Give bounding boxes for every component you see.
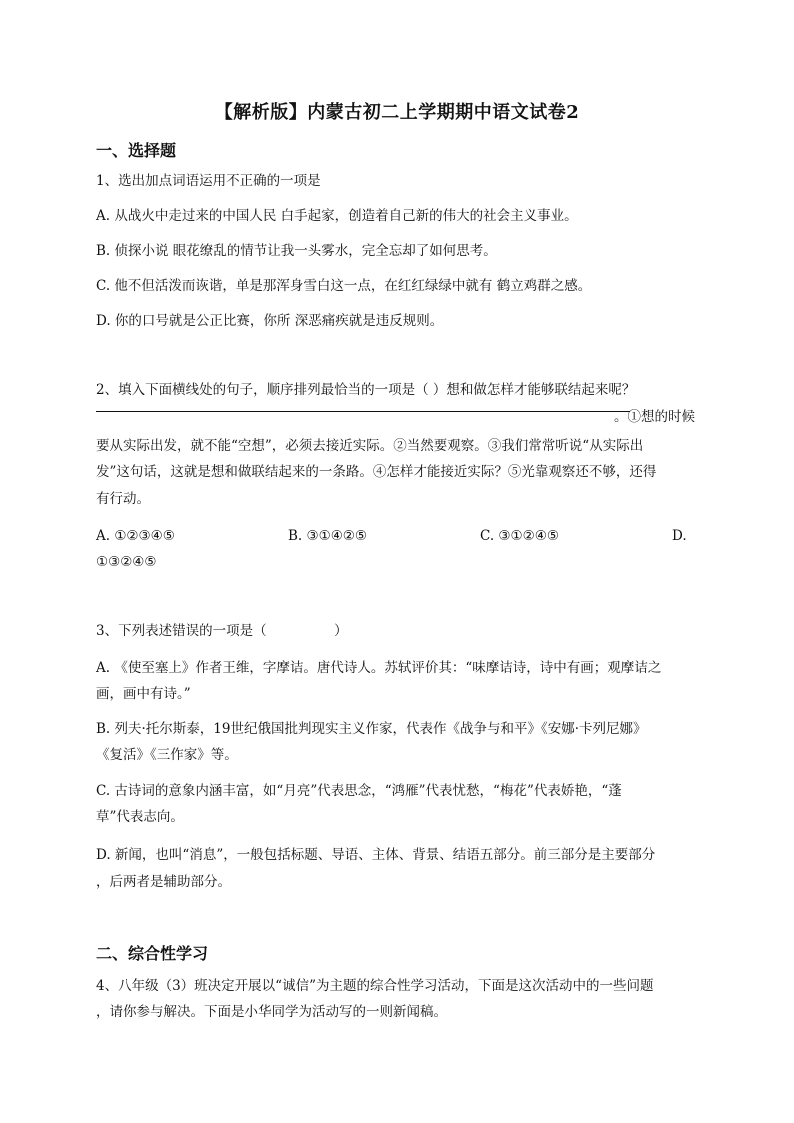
q3-option-b-line2: 《复活》《三作家》等。 xyxy=(96,747,238,763)
q3-option-b-line1: B. 列夫·托尔斯泰，19世纪俄国批判现实主义作家，代表作《战争与和平》《安娜·卡列尼娜》 xyxy=(96,721,647,737)
page-title: 【解析版】内蒙古初二上学期期中语文试卷2 xyxy=(214,102,580,123)
q4-stem-line2: ，请你参与解决。下面是小华同学为活动写的一则新闻稿。 xyxy=(96,1004,447,1020)
q2-passage-line2: 要从实际出发，就不能“空想”，必须去接近实际。②当然要观察。③我们常常听说“从实际出 xyxy=(96,438,644,454)
q2-stem: 2、填入下面横线处的句子，顺序排列最恰当的一项是（ ）想和做怎样才能够联结起来呢？ xyxy=(96,382,636,398)
section-heading-integrated: 二、综合性学习 xyxy=(96,944,209,963)
q2-option-b: B. ③①④②⑤ xyxy=(288,528,368,544)
q4-stem-line1: 4、八年级（3）班决定开展以“诚信”为主题的综合性学习活动，下面是这次活动中的一些问题 xyxy=(96,978,654,994)
q3-option-d-line2: ，后两者是辅助部分。 xyxy=(96,874,231,890)
q2-option-c: C. ③①②④⑤ xyxy=(480,528,559,544)
q1-option-c: C. 他不但活泼而诙谐，单是那浑身雪白这一点，在红红绿绿中就有 鹤立鸡群之感。 xyxy=(96,278,592,294)
q1-option-a: A. 从战火中走过来的中国人民 白手起家，创造着自己新的伟大的社会主义事业。 xyxy=(96,208,578,224)
q2-passage-line1-tail: 。①想的时候 xyxy=(614,409,695,425)
q3-option-a-line2: 画，画中有诗。” xyxy=(96,686,191,702)
q2-option-a: A. ①②③④⑤ xyxy=(96,528,175,544)
q3-option-a-line1: A. 《使至塞上》作者王维，字摩诘。唐代诗人。苏轼评价其：“味摩诘诗，诗中有画；观摩诘之 xyxy=(96,660,662,676)
q1-option-d: D. 你的口号就是公正比赛，你所 深恶痛疾就是违反规则。 xyxy=(96,313,444,329)
q2-option-d-value: ①③②④⑤ xyxy=(96,554,157,570)
q3-option-c-line1: C. 古诗词的意象内涵丰富，如“月亮”代表思念，“鸿雁”代表忧愁，“梅花”代表娇艳，“蓬 xyxy=(96,783,622,799)
q2-passage-line3: 发”这句话，这就是想和做联结起来的一条路。④怎样才能接近实际？⑤光靠观察还不够，还得 xyxy=(96,464,657,480)
q2-fill-blank-line xyxy=(96,411,630,412)
q2-passage-line4: 有行动。 xyxy=(96,491,150,507)
q3-option-d-line1: D. 新闻，也叫“消息”，一般包括标题、导语、主体、背景、结语五部分。前三部分是主要部分 xyxy=(96,847,656,863)
section-heading-choice: 一、选择题 xyxy=(96,141,177,160)
q3-option-c-line2: 草”代表志向。 xyxy=(96,809,184,825)
q1-option-b: B. 侦探小说 眼花缭乱的情节让我一头雾水，完全忘却了如何思考。 xyxy=(96,243,497,259)
q1-stem: 1、选出加点词语运用不正确的一项是 xyxy=(96,173,321,189)
q3-stem: 3、下列表述错误的一项是（ ） xyxy=(96,623,348,639)
q2-option-d-label: D. xyxy=(672,528,687,544)
